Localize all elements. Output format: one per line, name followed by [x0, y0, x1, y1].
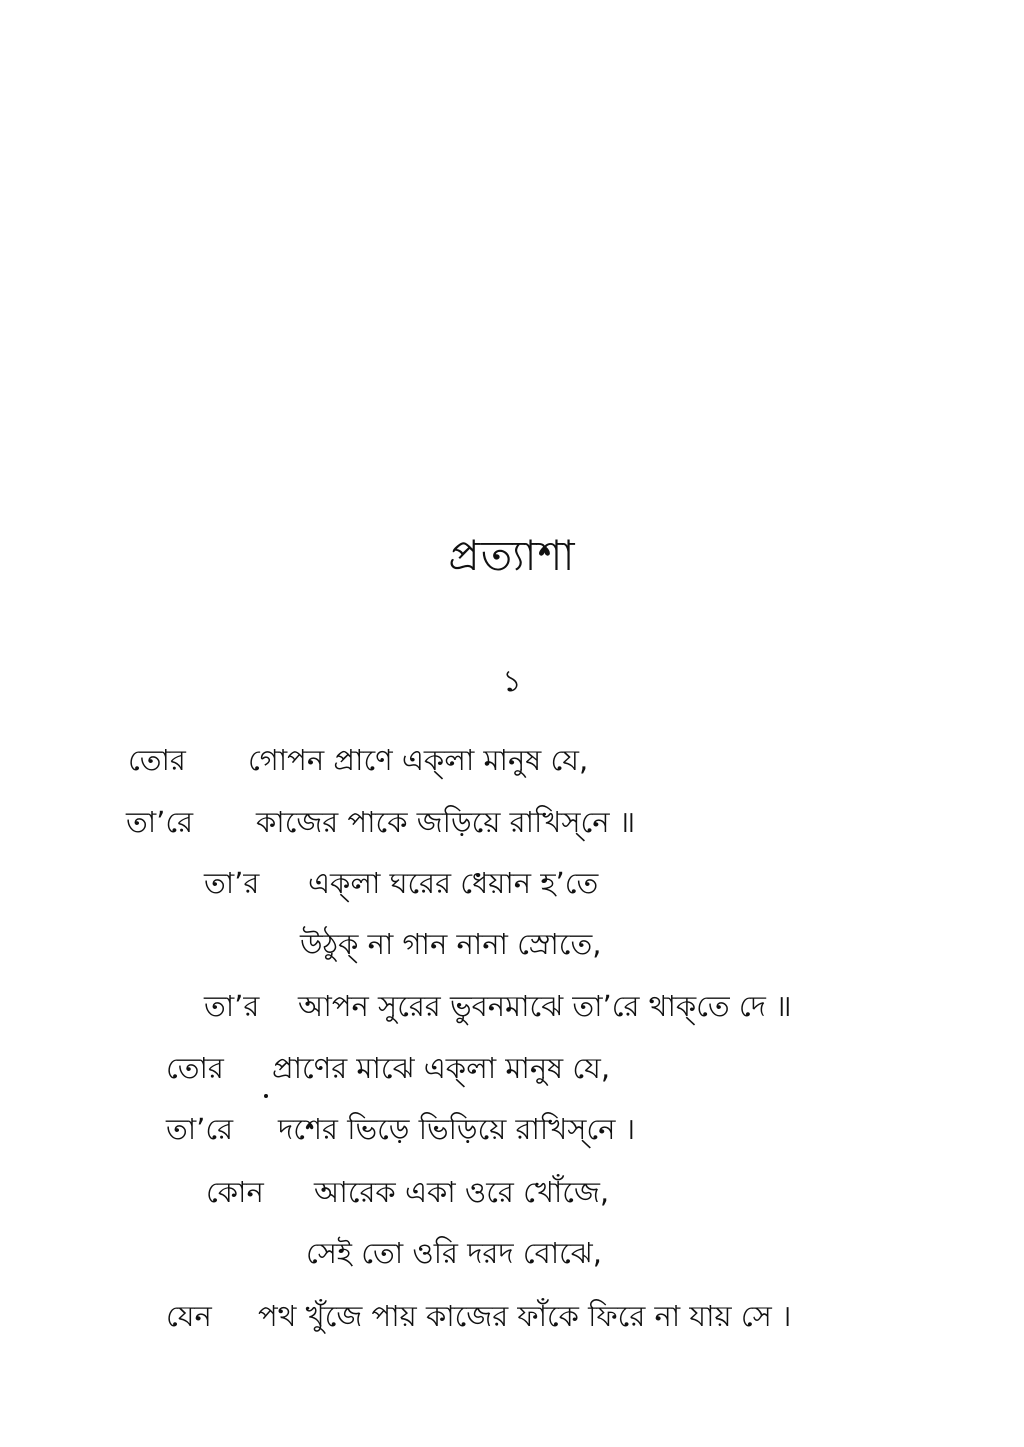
verse-text: উঠুক্‌ না গান নানা স্রোতে, — [300, 927, 602, 961]
verse-line-2 — [126, 802, 635, 842]
verse-text: প্রাণের মাঝে এক্‌লা মানুষ যে, — [272, 1051, 611, 1085]
verse-lead: কোন — [206, 1175, 264, 1209]
verse-lead: তোর — [166, 1051, 224, 1085]
verse-lead: তোর — [128, 743, 186, 777]
verse-lead: তা’রে — [126, 805, 194, 839]
verse-text: এক্‌লা ঘরের ধেয়ান হ’তে — [308, 866, 599, 900]
verse-line-4 — [300, 924, 601, 964]
section-number: ১ — [502, 664, 522, 699]
verse-line-3 — [204, 863, 598, 903]
verse-line-9 — [306, 1233, 602, 1273]
ink-speck — [264, 1094, 268, 1098]
verse-text: দশের ভিড়ে ভিড়িয়ে রাখিস্‌নে । — [278, 1112, 636, 1146]
verse-lead: তা’র — [204, 989, 260, 1023]
verse-lead: তা’রে — [166, 1112, 234, 1146]
verse-lead: যেন — [166, 1299, 212, 1333]
verse-text: কাজের পাকে জড়িয়ে রাখিস্‌নে ॥ — [256, 805, 636, 839]
verse-line-7 — [166, 1109, 635, 1149]
verse-line-6 — [166, 1048, 610, 1088]
verse-line-1 — [128, 740, 588, 780]
poem-title: প্রত্যাশা — [448, 531, 576, 580]
verse-text: গোপন প্রাণে এক্‌লা মানুষ যে, — [248, 743, 589, 777]
verse-text: আরেক একা ওরে খোঁজে, — [314, 1175, 610, 1209]
verse-line-5 — [204, 986, 792, 1026]
verse-text: সেই তো ওরি দরদ বোঝে, — [306, 1236, 602, 1270]
verse-line-10 — [166, 1296, 791, 1336]
verse-lead: তা’র — [204, 866, 260, 900]
verse-text: আপন সুরের ভুবনমাঝে তা’রে থাক্‌তে দে ॥ — [298, 989, 792, 1023]
verse-text: পথ খুঁজে পায় কাজের ফাঁকে ফিরে না যায় সে । — [258, 1299, 792, 1333]
verse-line-8 — [206, 1172, 609, 1212]
